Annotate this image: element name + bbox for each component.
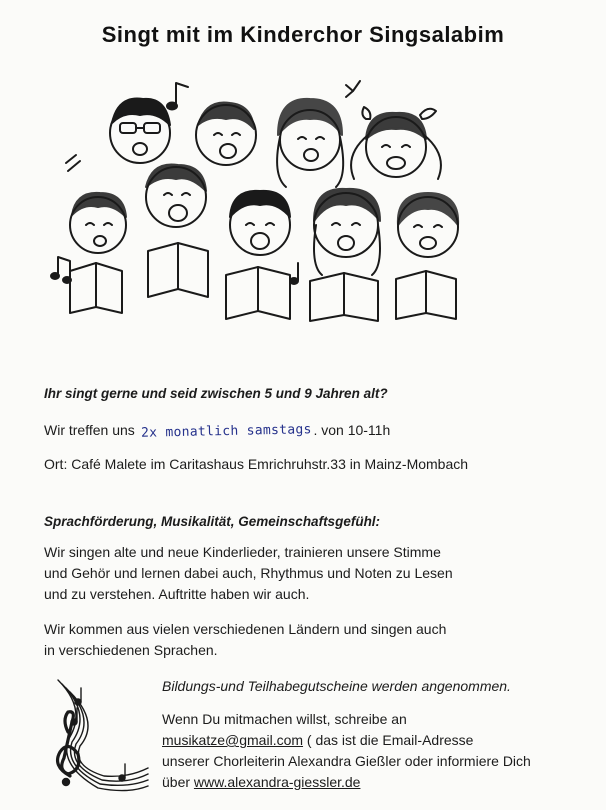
child-front-2 bbox=[146, 164, 208, 297]
music-note-icon bbox=[51, 257, 71, 283]
meeting-handwritten: 2x monatlich samstags bbox=[140, 422, 312, 441]
contact-line4 bbox=[162, 772, 360, 792]
child-front-5 bbox=[396, 193, 458, 319]
website-link[interactable]: www.alexandra-giessler.de bbox=[193, 774, 361, 790]
paragraph2-line1: Wir kommen aus vielen verschiedenen Ländern und singen auch bbox=[44, 621, 447, 637]
contact-line3: unserer Chorleiterin Alexandra Gießler oder informiere Dich bbox=[162, 753, 531, 769]
topics-heading: Sprachförderung, Musikalität, Gemeinschaftsgefühl: bbox=[44, 514, 381, 529]
paragraph1-line3: und zu verstehen. Auftritte haben wir auch. bbox=[44, 586, 310, 602]
music-note-icon bbox=[346, 81, 360, 97]
email-link[interactable]: musikatze@gmail.com bbox=[162, 732, 304, 748]
child-back-2 bbox=[196, 102, 256, 165]
paragraph2-line2: in verschiedenen Sprachen. bbox=[44, 642, 218, 658]
contact-line1: Wenn Du mitmachen willst, schreibe an bbox=[162, 711, 407, 727]
treble-clef-icon bbox=[38, 670, 153, 800]
location-line: Ort: Café Malete im Caritashaus Emrichruhstr.33 in Mainz-Mombach bbox=[44, 456, 469, 472]
contact-line2 bbox=[162, 730, 473, 750]
choir-illustration bbox=[48, 75, 488, 325]
child-front-4 bbox=[310, 189, 380, 321]
music-note-icon bbox=[66, 155, 80, 171]
music-note-icon bbox=[167, 83, 188, 110]
paragraph1-line1: Wir singen alte und neue Kinderlieder, trainieren unsere Stimme bbox=[44, 544, 441, 560]
child-back-4 bbox=[351, 107, 441, 179]
paragraph1-line2: und Gehör und lernen dabei auch, Rhythmus und Noten zu Lesen bbox=[44, 565, 453, 581]
child-back-1 bbox=[110, 99, 170, 164]
child-front-3 bbox=[226, 191, 290, 319]
contact-line4-prefix: über bbox=[162, 774, 194, 790]
vouchers-note: Bildungs-und Teilhabegutscheine werden angenommen. bbox=[162, 678, 511, 694]
music-note-icon bbox=[290, 263, 298, 284]
contact-line2-rest: ( das ist die Email-Adresse bbox=[303, 732, 474, 748]
intro-question: Ihr singt gerne und seid zwischen 5 und 9 Jahren alt? bbox=[44, 386, 388, 401]
child-front-1 bbox=[70, 193, 126, 313]
page-title: Singt mit im Kinderchor Singsalabim bbox=[101, 22, 505, 47]
child-back-3 bbox=[277, 99, 343, 187]
meeting-prefix: Wir treffen uns bbox=[44, 422, 135, 438]
meeting-line bbox=[44, 420, 390, 442]
meeting-suffix: . von 10-11h bbox=[313, 422, 391, 438]
